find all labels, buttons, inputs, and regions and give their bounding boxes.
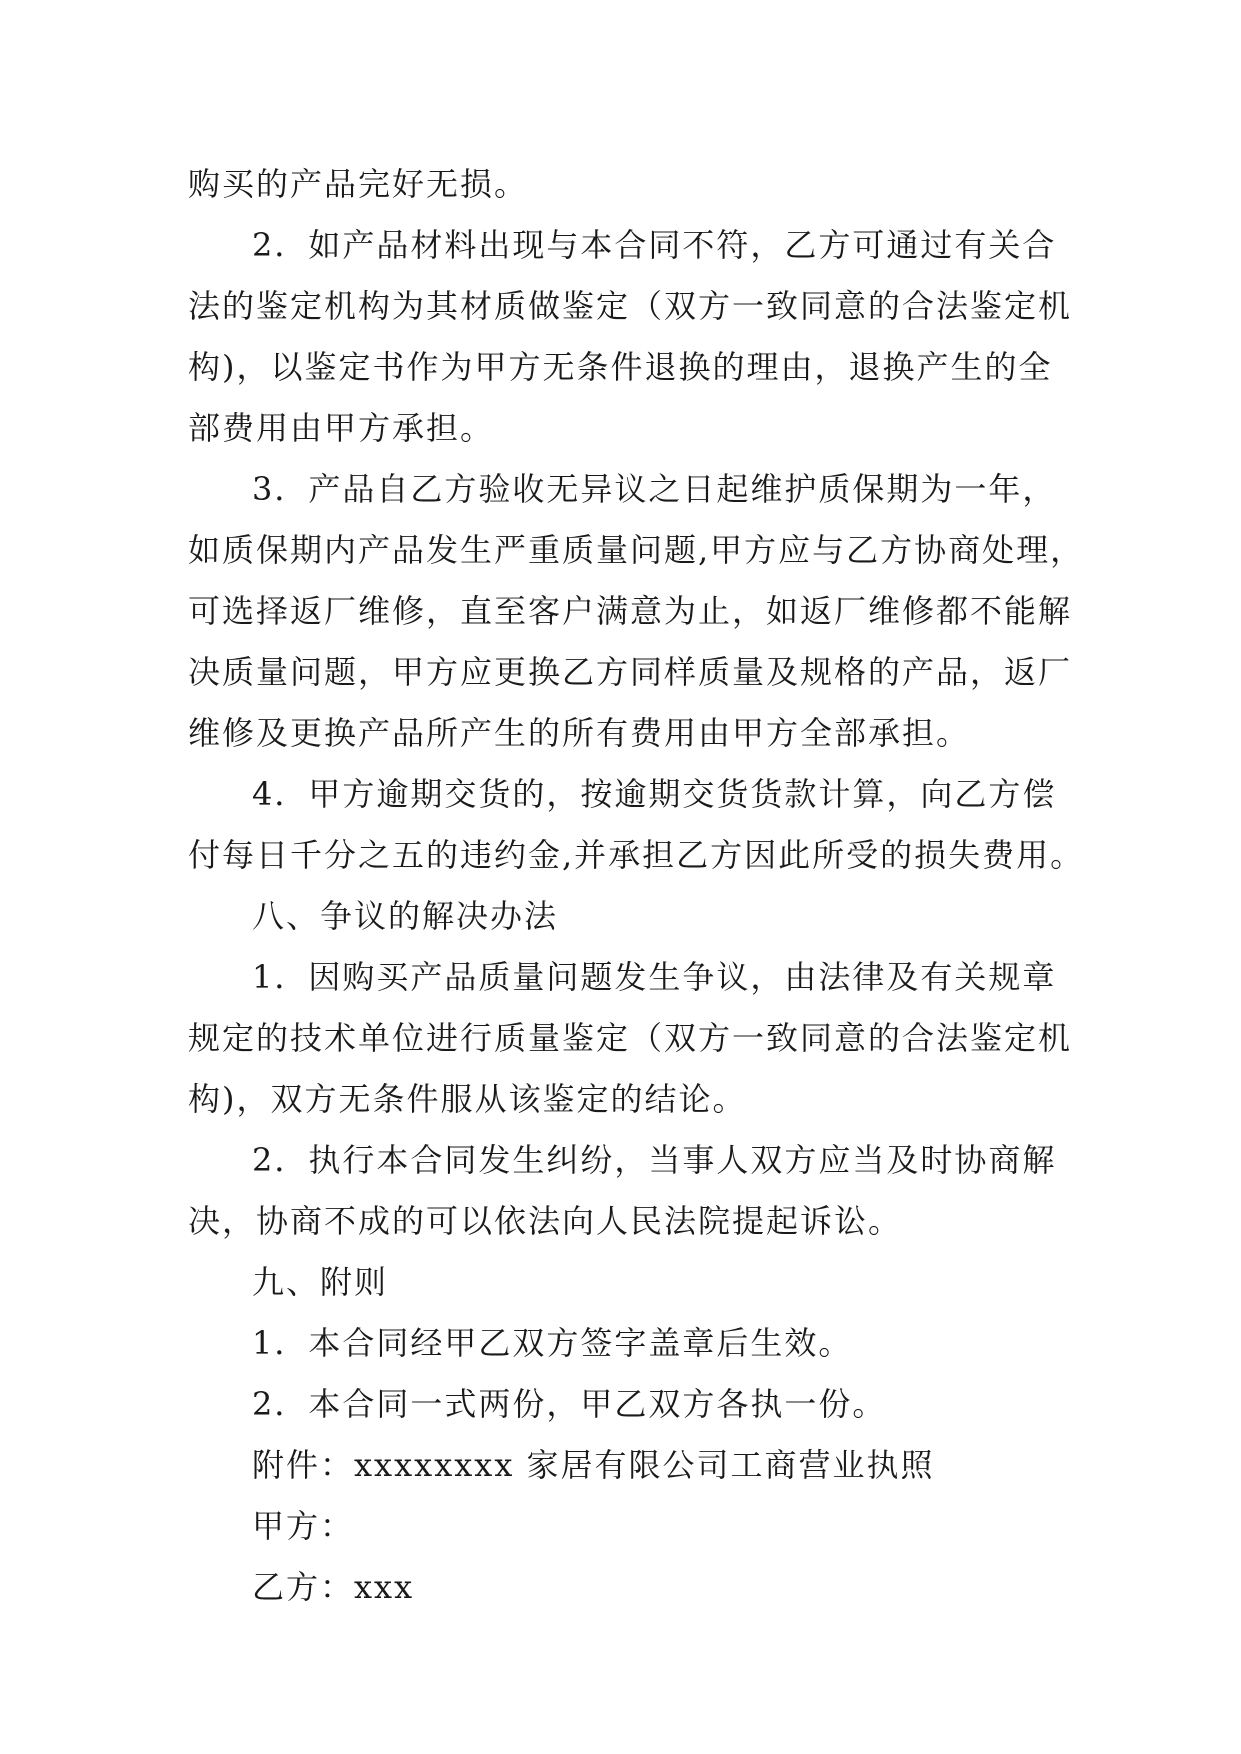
line-11: 4．甲方逾期交货的，按逾期交货货款计算，向乙方偿 xyxy=(252,775,1057,813)
line-20: 1．本合同经甲乙双方签字盖章后生效。 xyxy=(252,1324,853,1362)
line-12: 付每日千分之五的违约金,并承担乙方因此所受的损失费用。 xyxy=(188,836,1085,874)
line-16: 构)，双方无条件服从该鉴定的结论。 xyxy=(188,1080,747,1118)
line-4: 构)，以鉴定书作为甲方无条件退换的理由，退换产生的全 xyxy=(188,348,1053,386)
section-heading-dispute: 八、争议的解决办法 xyxy=(252,897,559,935)
section-heading-appendix: 九、附则 xyxy=(252,1263,389,1301)
party-b-line: 乙方：xxx xyxy=(252,1568,415,1606)
line-21: 2．本合同一式两份，甲乙双方各执一份。 xyxy=(252,1385,887,1423)
line-15: 规定的技术单位进行质量鉴定（双方一致同意的合法鉴定机 xyxy=(188,1019,1073,1057)
line-2: 2．如产品材料出现与本合同不符，乙方可通过有关合 xyxy=(252,226,1057,264)
line-18: 决，协商不成的可以依法向人民法院提起诉讼。 xyxy=(188,1202,903,1240)
line-1: 购买的产品完好无损。 xyxy=(188,165,529,203)
line-9: 决质量问题，甲方应更换乙方同样质量及规格的产品，返厂 xyxy=(188,653,1073,691)
line-3: 法的鉴定机构为其材质做鉴定（双方一致同意的合法鉴定机 xyxy=(188,287,1073,325)
line-6: 3．产品自乙方验收无异议之日起维护质保期为一年， xyxy=(252,470,1057,508)
line-10: 维修及更换产品所产生的所有费用由甲方全部承担。 xyxy=(188,714,971,752)
line-17: 2．执行本合同发生纠纷，当事人双方应当及时协商解 xyxy=(252,1141,1057,1179)
document-body xyxy=(188,154,1085,1618)
party-a-line: 甲方： xyxy=(252,1507,355,1545)
line-7: 如质保期内产品发生严重质量问题,甲方应与乙方协商处理， xyxy=(188,531,1085,569)
line-8: 可选择返厂维修，直至客户满意为止，如返厂维修都不能解 xyxy=(188,592,1073,630)
line-5: 部费用由甲方承担。 xyxy=(188,409,495,447)
attachment-line: 附件：xxxxxxxx 家居有限公司工商营业执照 xyxy=(252,1446,935,1484)
line-14: 1．因购买产品质量问题发生争议，由法律及有关规章 xyxy=(252,958,1057,996)
